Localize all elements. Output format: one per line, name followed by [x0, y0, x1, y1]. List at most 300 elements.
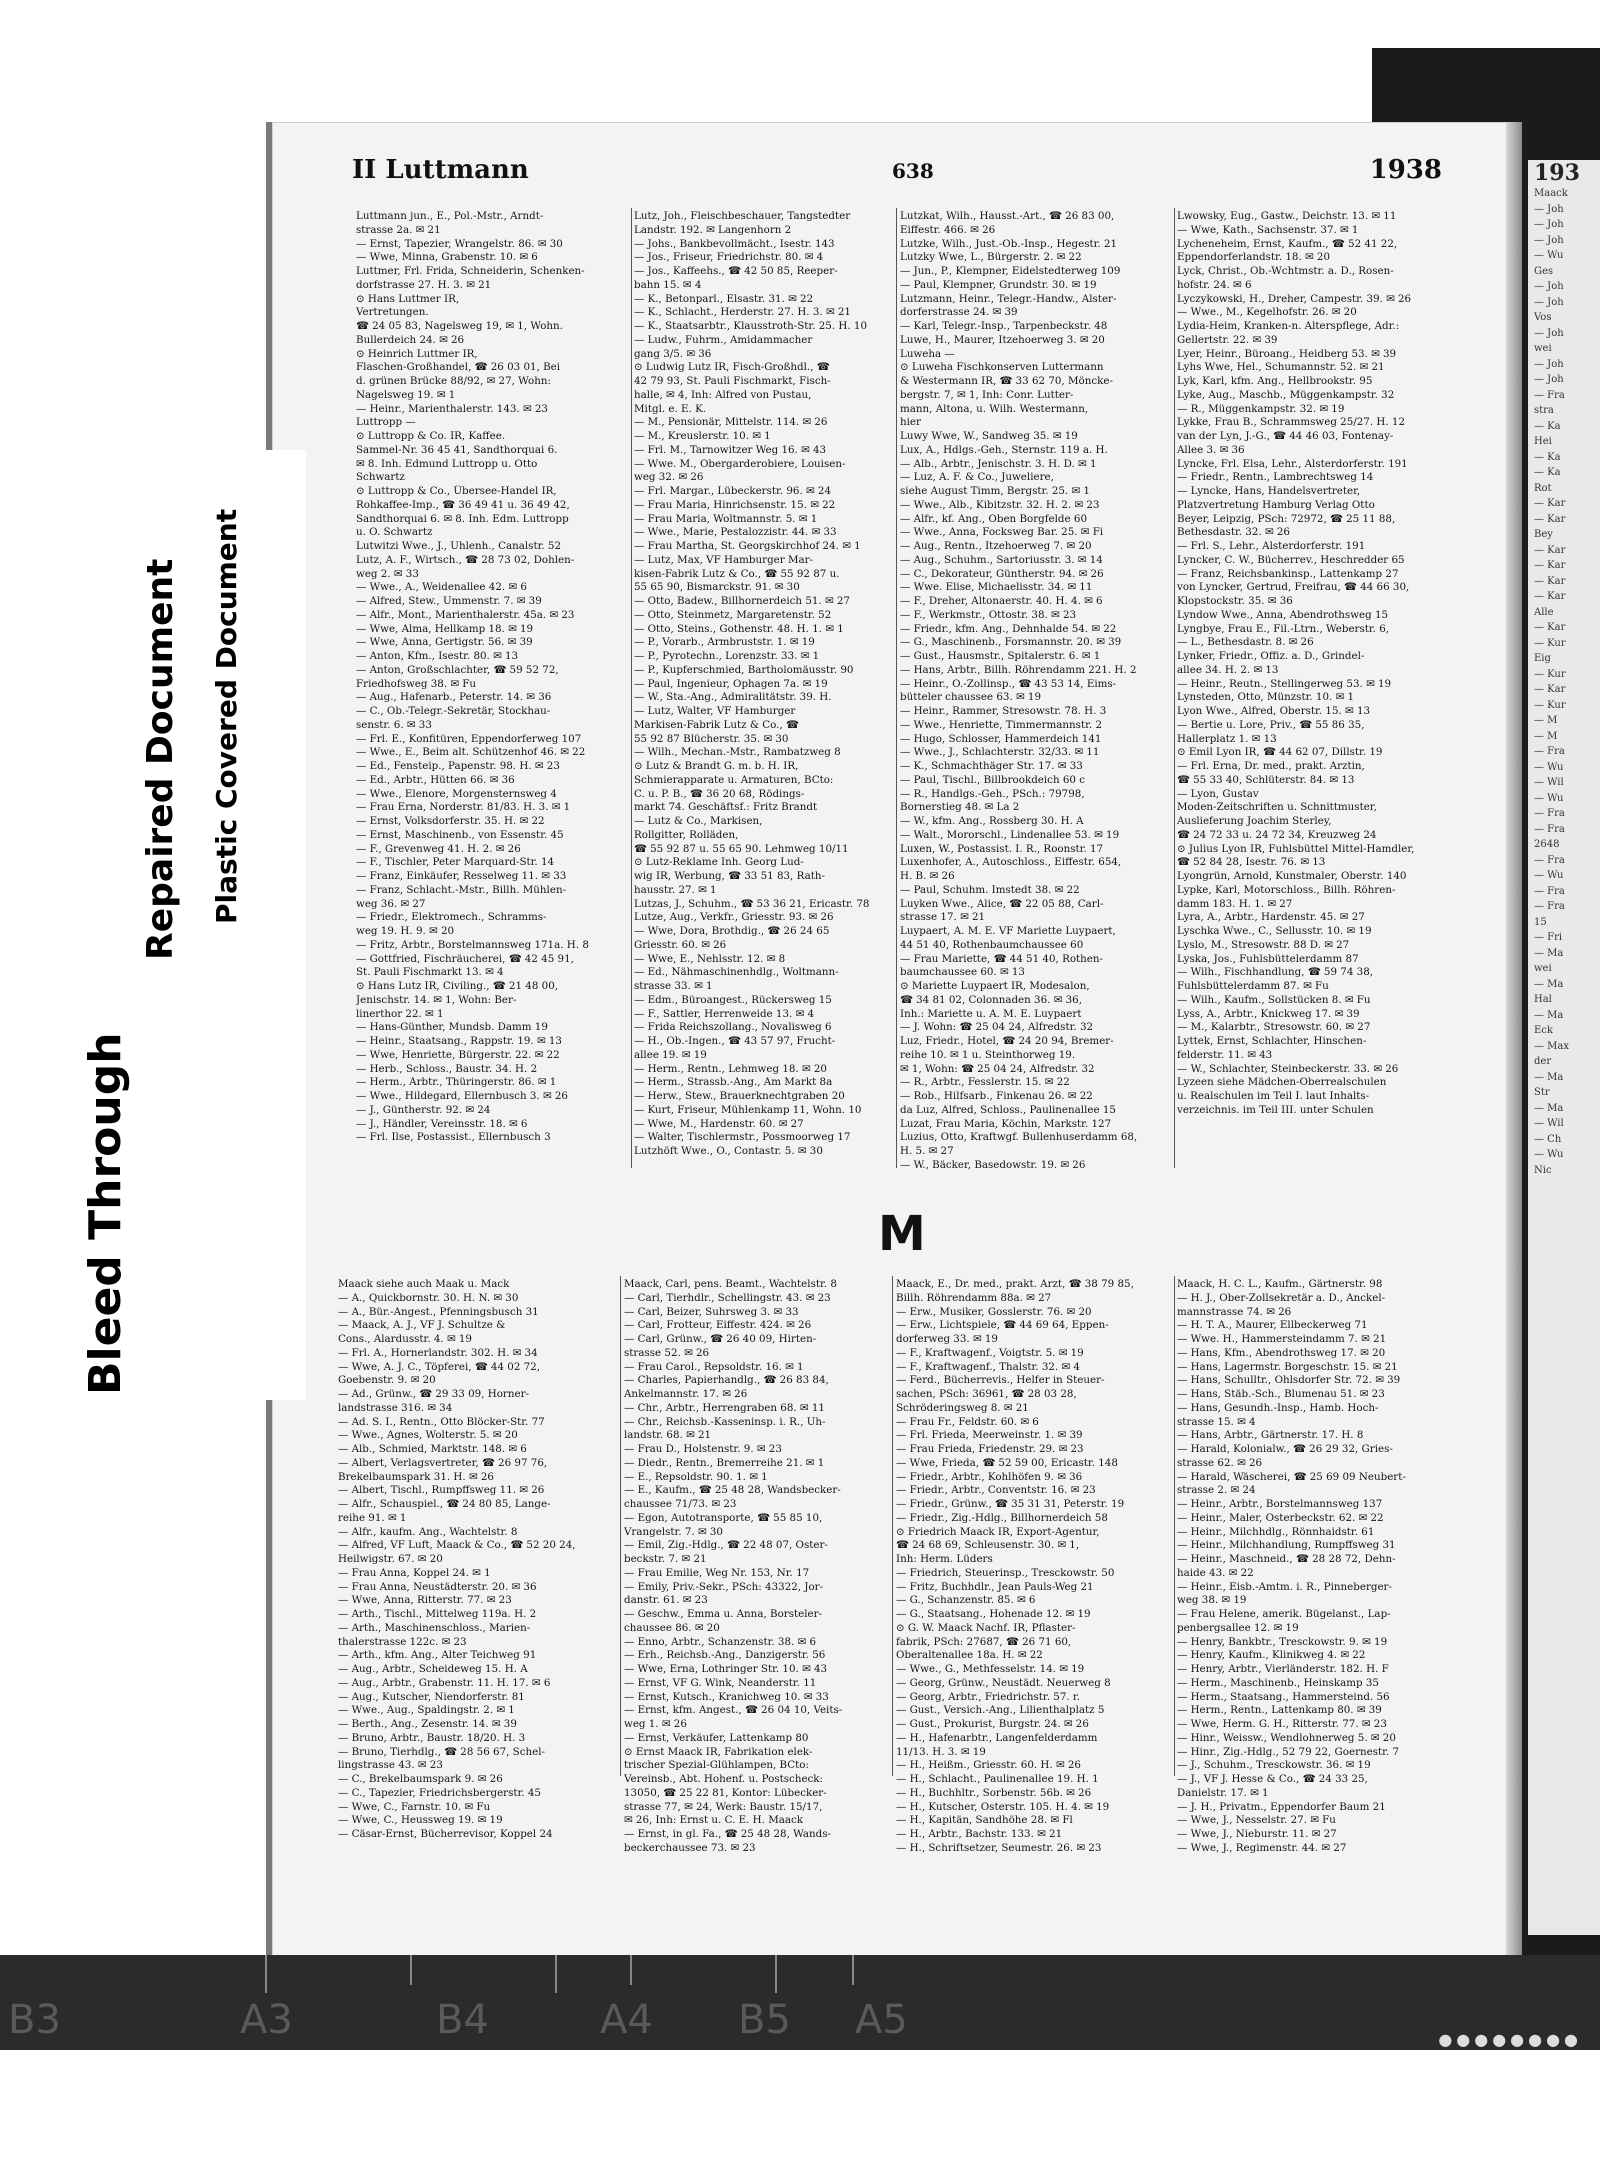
directory-entry-line: Luzius, Otto, Kraftwgf. Bullenhuserdamm 68,: [900, 1131, 1138, 1144]
directory-entry-line: reihe 91. ✉ 1: [338, 1511, 407, 1524]
directory-entry-line: Luwy Wwe, W., Sandweg 35. ✉ 19: [900, 430, 1078, 442]
directory-entry-line: — Frl. Margar., Lübeckerstr. 96. ✉ 24: [634, 485, 832, 497]
directory-entry-line: — Alb., Arbtr., Jenischstr. 3. H. D. ✉ 1: [900, 457, 1097, 470]
directory-entry-line: mann, Altona, u. Wilh. Westermann,: [900, 402, 1089, 415]
directory-entry-line: ☎ 52 84 28, Isestr. 76. ✉ 13: [1177, 856, 1326, 869]
directory-entry-line: ⊙ Julius Lyon IR, Fuhlsbüttel Mittel-Hamdler,: [1177, 842, 1415, 855]
directory-entry-line: 13050, ☎ 25 22 81, Kontor: Lübecker-: [624, 1786, 827, 1799]
directory-entry-line: — H., Hafenarbtr., Langenfelderdamm: [896, 1731, 1098, 1744]
directory-entry-line: — Franz, Reichsbankinsp., Lattenkamp 27: [1177, 567, 1399, 580]
directory-entry-line: Luttmann jun., E., Pol.-Mstr., Arndt-: [356, 210, 544, 222]
directory-entry-line: — Wwe., Henriette, Timmermannstr. 2: [900, 718, 1102, 731]
directory-entry-line: — Wilh., Kaufm., Sollstücken 8. ✉ Fu: [1177, 993, 1371, 1006]
neighbor-entry-line: — Ch: [1534, 1133, 1562, 1145]
directory-entry-line: — Friedrich, Steuerinsp., Tresckowstr. 50: [896, 1566, 1115, 1579]
directory-entry-line: — Friedr., kfm. Ang., Dehnhalde 54. ✉ 22: [900, 622, 1117, 635]
directory-entry-line: — Fritz, Buchhdlr., Jean Pauls-Weg 21: [896, 1580, 1094, 1593]
directory-entry-line: Hallerplatz 1. ✉ 13: [1177, 732, 1277, 745]
directory-entry-line: Jenischstr. 14. ✉ 1, Wohn: Ber-: [356, 993, 517, 1006]
directory-entry-line: van der Lyn, J.-G., ☎ 44 46 03, Fontenay-: [1177, 430, 1394, 442]
directory-entry-line: — K., Schlacht., Herderstr. 27. H. 3. ✉ 21: [634, 306, 851, 319]
directory-entry-line: — Chr., Arbtr., Herrengraben 68. ✉ 11: [624, 1401, 825, 1414]
directory-entry-line: — Frau Emilie, Weg Nr. 153, Nr. 17: [624, 1566, 810, 1579]
directory-entry-line: — Ernst, Kutsch., Kranichweg 10. ✉ 33: [624, 1690, 829, 1703]
directory-entry-line: — Frau Frieda, Friedenstr. 29. ✉ 23: [896, 1443, 1084, 1455]
directory-entry-line: — Frau Anna, Neustädterstr. 20. ✉ 36: [338, 1580, 537, 1593]
directory-entry-line: haide 43. ✉ 22: [1177, 1566, 1254, 1579]
neighbor-entry-line: — Fra: [1534, 854, 1565, 866]
directory-entry-line: — Ernst, kfm. Angest., ☎ 26 04 10, Veits-: [624, 1704, 843, 1717]
directory-entry-line: — G., Schanzenstr. 85. ✉ 6: [896, 1594, 1036, 1607]
directory-entry-line: — A., Quickbornstr. 30. H. N. ✉ 30: [338, 1291, 519, 1304]
directory-entry-line: — H., Kutscher, Osterstr. 105. H. 4. ✉ 19: [896, 1800, 1110, 1813]
directory-entry-line: ⊙ Hans Luttmer IR,: [356, 292, 460, 305]
neighbor-entry-line: — Joh: [1534, 358, 1564, 370]
directory-entry-line: — K., Staatsarbtr., Klausstroth-Str. 25. H. 10: [634, 320, 868, 332]
ruler-tick: [265, 1955, 267, 1993]
directory-entry-line: — H., Schriftsetzer, Seumestr. 26. ✉ 23: [896, 1841, 1102, 1854]
directory-entry-line: — Wwe, Kath., Sachsenstr. 37. ✉ 1: [1177, 223, 1359, 236]
column-divider: [896, 208, 897, 1168]
entries-column-7: [896, 1278, 1172, 1856]
column-divider: [631, 208, 632, 1168]
neighbor-entry-line: — Kar: [1534, 622, 1566, 633]
directory-entry-line: hier: [900, 416, 921, 429]
directory-entry-line: — Lutz & Co., Markisen,: [634, 815, 763, 827]
directory-entry-line: — Hans, Schulltr., Ohlsdorfer Str. 72. ✉ 39: [1177, 1374, 1401, 1387]
directory-entry-line: Lyer, Heinr., Büroang., Heidberg 53. ✉ 39: [1177, 347, 1397, 360]
directory-entry-line: — Georg, Arbtr., Friedrichstr. 57. r.: [896, 1690, 1080, 1703]
directory-entry-line: — Heinr., Milchhdlg., Rönnhaidstr. 61: [1177, 1525, 1375, 1538]
directory-entry-line: — Frl. A., Hornerlandstr. 302. H. ✉ 34: [338, 1346, 538, 1359]
directory-entry-line: Brekelbaumspark 31. H. ✉ 26: [338, 1470, 494, 1483]
directory-entry-line: — P., Pyrotechn., Lorenzstr. 33. ✉ 1: [634, 650, 820, 662]
directory-entry-line: — Wwe., Hildegard, Ellernbusch 3. ✉ 26: [356, 1090, 568, 1102]
directory-entry-line: — Heinr., Milchhandlung, Rumpffsweg 31: [1177, 1539, 1396, 1552]
directory-entry-line: — Wwe., Aug., Spaldingstr. 2. ✉ 1: [338, 1704, 515, 1717]
directory-entry-line: — Aug., Hafenarb., Peterstr. 14. ✉ 36: [356, 691, 552, 704]
directory-entry-line: Bullerdeich 24. ✉ 26: [356, 333, 465, 346]
directory-entry-line: — Wwe, A. J. C., Töpferei, ☎ 44 02 72,: [338, 1360, 541, 1373]
directory-entry-line: ⊙ Lutz-Reklame Inh. Georg Lud-: [634, 856, 804, 869]
directory-entry-line: — Gottfried, Fischräucherei, ☎ 42 45 91,: [356, 952, 574, 965]
directory-entry-line: — Jos., Kaffeehs., ☎ 42 50 85, Reeper-: [634, 265, 838, 277]
directory-entry-line: — Frl. S., Lehr., Alsterdorferstr. 191: [1177, 540, 1366, 552]
directory-entry-line: weg 32. ✉ 26: [634, 471, 704, 484]
neighbor-entry-line: — Fra: [1534, 389, 1565, 401]
directory-entry-line: — R., Arbtr., Fesslerstr. 15. ✉ 22: [900, 1076, 1070, 1089]
directory-entry-line: — Ernst, Verkäufer, Lattenkamp 80: [624, 1731, 809, 1744]
directory-entry-line: — W., kfm. Ang., Rossberg 30. H. A: [900, 815, 1084, 827]
directory-entry-line: ⊙ Emil Lyon IR, ☎ 44 62 07, Dillstr. 19: [1177, 746, 1383, 759]
directory-entry-line: — Arth., Maschinenschloss., Marien-: [338, 1621, 531, 1634]
directory-entry-line: — Wwe., M., Kegelhofstr. 26. ✉ 20: [1177, 306, 1357, 319]
directory-entry-line: Inh.: Mariette u. A. M. E. Luypaert: [900, 1007, 1082, 1020]
directory-entry-line: — Frau Carol., Repsoldstr. 16. ✉ 1: [624, 1360, 804, 1373]
directory-entry-line: Markisen-Fabrik Lutz & Co., ☎: [634, 718, 799, 731]
directory-entry-line: u. Realschulen im Teil I. laut Inhalts-: [1177, 1090, 1370, 1102]
neighbor-entry-line: — Ma: [1534, 1009, 1564, 1021]
directory-entry-line: 55 92 87 Blücherstr. 35. ✉ 30: [634, 732, 789, 745]
directory-entry-line: weg 1. ✉ 26: [624, 1718, 687, 1730]
directory-entry-line: Griesstr. 60. ✉ 26: [634, 938, 727, 951]
directory-entry-line: C. u. P. B., ☎ 36 20 68, Rödings-: [634, 787, 805, 800]
directory-entry-line: Lutwitzi Wwe., J., Uhlenh., Canalstr. 52: [356, 540, 562, 552]
directory-entry-line: — Hans, Lagermstr. Borgeschstr. 15. ✉ 21: [1177, 1360, 1398, 1373]
directory-entry-line: dorferweg 33. ✉ 19: [896, 1333, 998, 1345]
directory-entry-line: damm 183. H. 1. ✉ 27: [1177, 897, 1293, 910]
neighbor-entry-line: Bey: [1534, 529, 1553, 540]
directory-entry-line: — Wwe., E., Beim alt. Schützenhof 46. ✉ 22: [356, 746, 586, 759]
directory-entry-line: chaussee 86. ✉ 20: [624, 1621, 720, 1634]
directory-entry-line: — Johs., Bankbevollmächt., Isestr. 143: [634, 237, 835, 250]
directory-entry-line: Luxen, W., Postassist. I. R., Roonstr. 17: [900, 842, 1104, 855]
directory-entry-line: Schwartz: [356, 471, 405, 484]
neighbor-entry-line: — Ma: [1534, 947, 1564, 959]
directory-entry-line: — Frau Maria, Hinrichsenstr. 15. ✉ 22: [634, 498, 836, 511]
neighbor-entry-line: der: [1534, 1056, 1552, 1067]
directory-entry-line: — Paul, Tischl., Billbrookdeich 60 c: [900, 773, 1085, 786]
directory-entry-line: allee 34. H. 2. ✉ 13: [1177, 663, 1279, 676]
directory-entry-line: — Wwe, J., Nesselstr. 27. ✉ Fu: [1177, 1814, 1336, 1827]
directory-entry-line: felderstr. 11. ✉ 43: [1177, 1048, 1273, 1061]
directory-entry-line: Lycheneheim, Ernst, Kaufm., ☎ 52 41 22,: [1177, 237, 1398, 250]
directory-entry-line: Lyke, Aug., Maschb., Müggenkampstr. 32: [1177, 388, 1395, 401]
directory-entry-line: dorferstrasse 24. ✉ 39: [900, 306, 1018, 319]
directory-entry-line: — E., Kaufm., ☎ 25 48 28, Wandsbecker-: [624, 1484, 841, 1497]
directory-entry-line: landstrasse 316. ✉ 34: [338, 1401, 453, 1414]
directory-entry-line: senstr. 6. ✉ 33: [356, 718, 432, 731]
directory-entry-line: — F., Dreher, Altonaerstr. 40. H. 4. ✉ 6: [900, 595, 1103, 607]
directory-entry-line: — Wwe, J., Regimenstr. 44. ✉ 27: [1177, 1841, 1347, 1854]
directory-entry-line: — Hans, Stäb.-Sch., Blumenau 51. ✉ 23: [1177, 1388, 1385, 1400]
directory-entry-line: ⊙ Mariette Luypaert IR, Modesalon,: [900, 980, 1090, 992]
directory-entry-line: Lutzky Wwe, L., Bürgerstr. 2. ✉ 22: [900, 251, 1082, 264]
directory-entry-line: — Otto, Badew., Billhornerdeich 51. ✉ 27: [634, 595, 850, 607]
directory-entry-line: markt 74. Geschäftsf.: Fritz Brandt: [634, 801, 818, 814]
neighbor-entry-line: — Ma: [1534, 978, 1564, 990]
directory-entry-line: — Frl. M., Tarnowitzer Weg 16. ✉ 43: [634, 443, 827, 456]
directory-entry-line: — Friedr., Zig.-Hdlg., Billhornerdeich 58: [896, 1511, 1108, 1524]
entries-column-4: [1177, 210, 1445, 1118]
directory-entry-line: — Friedr., Arbtr., Kohlhöfen 9. ✉ 36: [896, 1470, 1083, 1483]
directory-entry-line: Lux, A., Hdlgs.-Geh., Sternstr. 119 a. H.: [900, 443, 1108, 456]
neighbor-entry-line: — Joh: [1534, 374, 1564, 385]
directory-entry-line: — Carl, Frotteur, Eiffestr. 424. ✉ 26: [624, 1319, 812, 1332]
page-edge-shadow: [1506, 122, 1522, 1964]
directory-entry-line: — J. Wohn: ☎ 25 04 24, Alfredstr. 32: [900, 1021, 1094, 1034]
directory-entry-line: — W., Sta.-Ang., Admiralitätstr. 39. H.: [634, 691, 832, 704]
neighbor-entry-line: — M: [1534, 730, 1558, 742]
directory-entry-line: — Diedr., Rentn., Bremerreihe 21. ✉ 1: [624, 1456, 825, 1469]
neighbor-entry-line: — Joh: [1534, 203, 1564, 215]
directory-entry-line: — Paul, Ingenieur, Ophagen 7a. ✉ 19: [634, 677, 828, 690]
directory-entry-line: — Wwe., J., Schlachterstr. 32/33. ✉ 11: [900, 746, 1100, 759]
directory-entry-line: — Frau Helene, amerik. Bügelanst., Lap-: [1177, 1608, 1391, 1620]
directory-entry-line: — Aug., Schuhm., Sartoriusstr. 3. ✉ 14: [900, 553, 1103, 566]
directory-entry-line: Lyczykowski, H., Dreher, Campestr. 39. ✉ 26: [1177, 292, 1412, 305]
directory-entry-line: ☎ 55 92 87 u. 55 65 90. Lehmweg 10/11: [634, 842, 849, 855]
directory-entry-line: chaussee 71/73. ✉ 23: [624, 1498, 737, 1510]
directory-entry-line: Vereinsb., Abt. Hohenf. u. Postscheck:: [624, 1773, 824, 1785]
directory-entry-line: — Wwe, Anna, Ritterstr. 77. ✉ 23: [338, 1594, 512, 1607]
directory-entry-line: — Gust., Prokurist, Burgstr. 24. ✉ 26: [896, 1718, 1089, 1730]
directory-entry-line: — Friedr., Rentn., Lambrechtsweg 14: [1177, 471, 1374, 484]
directory-entry-line: — Alb., Schmied, Marktstr. 148. ✉ 6: [338, 1443, 527, 1455]
directory-entry-line: — Erw., Musiker, Gosslerstr. 76. ✉ 20: [896, 1305, 1092, 1318]
directory-entry-line: Oberaltenallee 18a. H. ✉ 22: [896, 1649, 1043, 1662]
directory-entry-line: — Arth., kfm. Ang., Alter Teichweg 91: [338, 1649, 537, 1662]
directory-entry-line: strasse 2. ✉ 24: [1177, 1484, 1256, 1497]
neighbor-entry-line: — Wil: [1534, 777, 1564, 788]
directory-entry-line: — Hinr., Weissw., Wendlohnerweg 5. ✉ 20: [1177, 1731, 1396, 1744]
directory-entry-line: beckstr. 7. ✉ 21: [624, 1553, 707, 1565]
directory-entry-line: Lydia-Heim, Kranken-n. Alterspflege, Adr.:: [1177, 320, 1400, 332]
directory-entry-line: — Alfred, VF Luft, Maack & Co., ☎ 52 20 24,: [338, 1539, 576, 1552]
top-margin: [0, 0, 1600, 48]
directory-entry-line: — H. J., Ober-Zollsekretär a. D., Anckel-: [1177, 1291, 1386, 1304]
directory-entry-line: — W., Bäcker, Basedowstr. 19. ✉ 26: [900, 1158, 1086, 1171]
directory-entry-line: — Egon, Autotransporte, ☎ 55 85 10,: [624, 1511, 823, 1524]
directory-entry-line: — Heinr., Arbtr., Borstelmannsweg 137: [1177, 1498, 1383, 1510]
directory-entry-line: — Alfr., Mont., Marienthalerstr. 45a. ✉ 23: [356, 608, 575, 621]
directory-entry-line: landstr. 68. ✉ 21: [624, 1429, 712, 1442]
neighbor-entry-line: — Wu: [1534, 1149, 1564, 1160]
directory-entry-line: ⊙ Friedrich Maack IR, Export-Agentur,: [896, 1525, 1100, 1538]
neighbor-entry-line: 2648: [1534, 839, 1560, 850]
directory-entry-line: weg 38. ✉ 19: [1177, 1594, 1247, 1607]
directory-entry-line: — J. H., Privatm., Eppendorfer Baum 21: [1177, 1800, 1386, 1813]
directory-entry-line: Flaschen-Großhandel, ☎ 26 03 01, Bei: [356, 361, 561, 374]
directory-entry-line: — Wilh., Mechan.-Mstr., Rambatzweg 8: [634, 746, 841, 759]
directory-entry-line: — Wwe. H., Hammersteindamm 7. ✉ 21: [1177, 1333, 1387, 1345]
directory-entry-line: — Ed., Fensteip., Papenstr. 98. H. ✉ 23: [356, 760, 560, 772]
ruler-tick: [555, 1955, 557, 1993]
directory-entry-line: Maack, Carl, pens. Beamt., Wachtelstr. 8: [624, 1278, 837, 1290]
directory-entry-line: — Jun., P., Klempner, Eidelstedterweg 109: [900, 265, 1121, 277]
column-divider: [892, 1276, 893, 1776]
directory-entry-line: Schröderingsweg 8. ✉ 21: [896, 1401, 1029, 1414]
directory-entry-line: — Herm., Arbtr., Thüringerstr. 86. ✉ 1: [356, 1076, 557, 1089]
directory-entry-line: — Herb., Schloss., Baustr. 34. H. 2: [356, 1062, 538, 1075]
directory-entry-line: — K., Schmachthäger Str. 17. ✉ 33: [900, 760, 1083, 772]
directory-entry-line: Lyschka Wwe., C., Sellusstr. 10. ✉ 19: [1177, 925, 1372, 937]
directory-entry-line: Rollgitter, Rolläden,: [634, 828, 739, 841]
directory-entry-line: Lykke, Frau B., Schrammsweg 25/27. H. 12: [1177, 416, 1406, 429]
directory-entry-line: & Westermann IR, ☎ 33 62 70, Mönckе-: [900, 375, 1113, 387]
directory-entry-line: — H., Buchhltr., Sorbenstr. 56b. ✉ 26: [896, 1786, 1092, 1799]
directory-entry-line: Eiffestr. 466. ✉ 26: [900, 223, 996, 236]
directory-entry-line: ⊙ Hans Lutz IR, Civiling., ☎ 21 48 00,: [356, 980, 559, 992]
directory-entry-line: — Aug., Arbtr., Grabenstr. 11. H. 17. ✉ 6: [338, 1676, 551, 1689]
directory-entry-line: — W., Schlachter, Steinbeckerstr. 33. ✉ 26: [1177, 1062, 1399, 1075]
neighbor-entry-line: wei: [1534, 963, 1552, 974]
neighbor-entry-line: — Wu: [1534, 761, 1564, 773]
directory-entry-line: — Wwe., Agnes, Wolterstr. 5. ✉ 20: [338, 1429, 518, 1442]
directory-entry-line: ☎ 34 81 02, Colonnaden 36. ✉ 36,: [900, 993, 1082, 1006]
directory-entry-line: Luwe, H., Maurer, Itzehoerweg 3. ✉ 20: [900, 333, 1105, 346]
directory-entry-line: Lyzeen siehe Mädchen-Oberrealschulen: [1177, 1076, 1387, 1089]
directory-entry-line: Vrangelstr. 7. ✉ 30: [624, 1525, 723, 1538]
directory-entry-line: — K., Betonparl., Elsastr. 31. ✉ 22: [634, 292, 814, 305]
neighbor-entry-line: Hal: [1534, 994, 1552, 1005]
directory-entry-line: — Ad., Grünw., ☎ 29 33 09, Horner-: [338, 1388, 529, 1400]
directory-entry-line: ✉ 1, Wohn: ☎ 25 04 24, Alfredstr. 32: [900, 1062, 1095, 1075]
directory-entry-line: — Aug., Kutscher, Niendorferstr. 81: [338, 1690, 525, 1703]
directory-entry-line: — F., Sattler, Herrenweide 13. ✉ 4: [634, 1007, 815, 1020]
directory-entry-line: — Heinr., Reutn., Stellingerweg 53. ✉ 19: [1177, 677, 1392, 690]
directory-entry-line: Lyra, A., Arbtr., Hardenstr. 45. ✉ 27: [1177, 911, 1365, 924]
directory-entry-line: — G., Staatsang., Hohenade 12. ✉ 19: [896, 1608, 1091, 1620]
directory-entry-line: — Bertie u. Lore, Priv., ☎ 55 86 35,: [1177, 718, 1365, 731]
directory-entry-line: — Wwe. M., Obergarderobiere, Louisen-: [634, 457, 846, 470]
directory-entry-line: — Franz, Einkäufer, Resselweg 11. ✉ 33: [356, 870, 567, 882]
directory-entry-line: hausstr. 27. ✉ 1: [634, 883, 717, 896]
directory-entry-line: 42 79 93, St. Pauli Fischmarkt, Fisch-: [634, 375, 831, 387]
directory-entry-line: — Wwe., Alb., Kibitzstr. 32. H. 2. ✉ 23: [900, 498, 1100, 511]
directory-entry-line: Heilwigstr. 67. ✉ 20: [338, 1553, 443, 1565]
neighbor-entry-line: Str: [1534, 1087, 1550, 1098]
directory-entry-line: ⊙ Lutz & Brandt G. m. b. H. IR,: [634, 760, 799, 772]
directory-entry-line: Luxenhofer, A., Autoschloss., Eiffestr. 654,: [900, 856, 1122, 869]
directory-entry-line: — Wwe, Anna, Gertigstr. 56. ✉ 39: [356, 636, 533, 649]
directory-entry-line: beckerchaussee 73. ✉ 23: [624, 1841, 756, 1854]
directory-entry-line: ⊙ G. W. Maack Nachf. IR, Pflaster-: [896, 1621, 1076, 1634]
directory-entry-line: ✉ 8. Inh. Edmund Luttropp u. Otto: [356, 457, 538, 470]
directory-entry-line: Lutze, Aug., Verkfr., Griesstr. 93. ✉ 26: [634, 911, 834, 924]
directory-entry-line: Allee 3. ✉ 36: [1177, 443, 1245, 456]
neighbor-entry-line: Eig: [1534, 653, 1551, 664]
directory-entry-line: — Frau Anna, Koppel 24. ✉ 1: [338, 1566, 491, 1579]
directory-entry-line: — Heinr., Maler, Osterbeckstr. 62. ✉ 22: [1177, 1511, 1384, 1524]
directory-entry-line: bergstr. 7, ✉ 1, Inh: Conr. Lutter-: [900, 388, 1074, 401]
directory-entry-line: — Frau Erna, Norderstr. 81/83. H. 3. ✉ 1: [356, 801, 571, 814]
directory-entry-line: Mitgl. e. E. K.: [634, 402, 707, 415]
directory-entry-line: — Frl. E., Konfitüren, Eppendorferweg 107: [356, 732, 582, 745]
directory-entry-line: — Lutz, Walter, VF Hamburger: [634, 705, 796, 717]
directory-entry-line: strasse 17. ✉ 21: [900, 911, 986, 924]
neighbor-entry-line: — Kar: [1534, 684, 1566, 695]
directory-entry-line: — Wwe, M., Hardenstr. 60. ✉ 27: [634, 1117, 804, 1130]
directory-entry-line: — Hans, Gesundh.-Insp., Hamb. Hoch-: [1177, 1401, 1379, 1414]
directory-entry-line: — Hans, Kfm., Abendrothsweg 17. ✉ 20: [1177, 1346, 1386, 1359]
directory-entry-line: Lutzas, J., Schuhm., ☎ 53 36 21, Ericastr. 78: [634, 897, 870, 910]
directory-entry-line: Lyon Wwe., Alfred, Oberstr. 15. ✉ 13: [1177, 705, 1371, 717]
directory-entry-line: bahn 15. ✉ 4: [634, 278, 702, 291]
neighbor-entry-line: Ges: [1534, 265, 1554, 277]
directory-entry-line: lingstrasse 43. ✉ 23: [338, 1759, 443, 1772]
directory-entry-line: — Henry, Arbtr., Vierländerstr. 182. H. F: [1177, 1663, 1389, 1675]
directory-entry-line: — Kurt, Friseur, Mühlenkamp 11, Wohn. 10: [634, 1103, 862, 1116]
neighbor-entry-line: — Ka: [1534, 420, 1561, 432]
directory-entry-line: — Frida Reichszollang., Novalisweg 6: [634, 1021, 832, 1034]
directory-entry-line: Moden-Zeitschriften u. Schnittmuster,: [1177, 801, 1377, 814]
directory-entry-line: — Bruno, Tierhdlg., ☎ 28 56 67, Schel-: [338, 1745, 545, 1758]
directory-entry-line: Lutzke, Wilh., Just.-Ob.-Insp., Hegestr. 21: [900, 237, 1118, 250]
directory-entry-line: — M., Pensionär, Mittelstr. 114. ✉ 26: [634, 416, 828, 429]
neighbor-entry-line: — Fra: [1534, 746, 1565, 757]
directory-entry-line: — Wwe, C., Heussweg 19. ✉ 19: [338, 1814, 503, 1827]
directory-entry-line: Bornerstieg 48. ✉ La 2: [900, 801, 1020, 814]
ruler-tick: [775, 1955, 777, 1993]
directory-entry-line: siehe August Timm, Bergstr. 25. ✉ 1: [900, 485, 1090, 497]
directory-entry-line: — R., Müggenkampstr. 32. ✉ 19: [1177, 402, 1345, 415]
column-divider: [1174, 208, 1175, 1168]
directory-entry-line: Auslieferung Joachim Sterley,: [1177, 815, 1332, 827]
directory-entry-line: — Henry, Bankbtr., Tresckowstr. 9. ✉ 19: [1177, 1635, 1388, 1648]
directory-entry-line: baumchaussee 60. ✉ 13: [900, 966, 1025, 979]
directory-entry-line: — Wwe., Anna, Focksweg Bar. 25. ✉ Fi: [900, 526, 1104, 539]
directory-entry-line: Schmierapparate u. Armaturen, BCto:: [634, 773, 834, 786]
entries-column-6: [624, 1278, 890, 1856]
directory-entry-line: Landstr. 192. ✉ Langenhorn 2: [634, 223, 792, 236]
directory-entry-line: sachen, PSch: 36961, ☎ 28 03 28,: [896, 1388, 1077, 1400]
directory-entry-line: Lutz, Joh., Fleischbeschauer, Tangstedter: [634, 210, 851, 222]
directory-entry-line: — Charles, Papierhandlg., ☎ 26 83 84,: [624, 1374, 829, 1387]
directory-entry-line: — Hans, Arbtr., Billh. Röhrendamm 221. H. 2: [900, 663, 1137, 676]
directory-entry-line: allee 19. ✉ 19: [634, 1048, 707, 1061]
directory-entry-line: — E., Repsoldstr. 90. 1. ✉ 1: [624, 1470, 768, 1483]
directory-entry-line: — Cäsar-Ernst, Bücherrevisor, Koppel 24: [338, 1828, 553, 1840]
neighbor-page-number: 193: [1534, 160, 1580, 186]
neighbor-entry-line: stra: [1534, 405, 1554, 416]
directory-entry-line: Luyken Wwe., Alice, ☎ 22 05 88, Carl-: [900, 897, 1104, 910]
neighbor-entry-line: — M: [1534, 715, 1558, 726]
directory-entry-line: — Otto, Steins., Gothenstr. 48. H. 1. ✉ 1: [634, 622, 844, 635]
directory-entry-line: Inh: Herm. Lüders: [896, 1553, 993, 1565]
directory-entry-line: — Frl. Erna, Dr. med., prakt. Arztin,: [1177, 760, 1365, 772]
directory-entry-line: — Ernst, Maschinenb., von Essenstr. 45: [356, 828, 564, 841]
directory-entry-line: — Frau Martha, St. Georgskirchhof 24. ✉ 1: [634, 540, 861, 552]
directory-entry-line: Lynsteden, Otto, Münzstr. 10. ✉ 1: [1177, 691, 1355, 704]
directory-entry-line: danstr. 61. ✉ 23: [624, 1594, 708, 1607]
directory-entry-line: 55 65 90, Bismarckstr. 91. ✉ 30: [634, 581, 800, 594]
directory-entry-line: — Aug., Rentn., Itzehoerweg 7. ✉ 20: [900, 540, 1092, 552]
directory-entry-line: — Alfred, Stew., Ummenstr. 7. ✉ 39: [356, 595, 542, 607]
directory-entry-line: — Lyon, Gustav: [1177, 787, 1259, 800]
directory-entry-line: bütteler chaussee 63. ✉ 19: [900, 691, 1042, 704]
neighbor-entry-line: — Ka: [1534, 451, 1561, 463]
ruler-label-a5: A5: [855, 1997, 908, 2043]
directory-entry-line: — Wwe, Dora, Brothdig., ☎ 26 24 65: [634, 925, 830, 937]
directory-entry-line: — Harald, Wäscherei, ☎ 25 69 09 Neubert-: [1177, 1470, 1406, 1483]
directory-entry-line: — P., Kupferschmied, Bartholomäusstr. 90: [634, 663, 854, 676]
directory-entry-line: — Wwe, Frieda, ☎ 52 59 00, Ericastr. 148: [896, 1456, 1118, 1469]
column-divider: [620, 1276, 621, 1776]
directory-entry-line: Rohkaffee-Imp., ☎ 36 49 41 u. 36 49 42,: [356, 498, 570, 511]
directory-entry-line: — Wwe., A., Weidenallee 42. ✉ 6: [356, 581, 527, 594]
ruler-label-b4: B4: [436, 1997, 489, 2043]
directory-entry-line: — Hans-Günther, Mundsb. Damm 19: [356, 1021, 548, 1034]
directory-entry-line: — Anton, Großschlachter, ☎ 59 52 72,: [356, 663, 559, 676]
directory-entry-line: — Frau Fr., Feldstr. 60. ✉ 6: [896, 1415, 1039, 1428]
scanner-ruler: [0, 1955, 1600, 2050]
directory-entry-line: Luttropp —: [356, 416, 416, 429]
directory-entry-line: — Heinr., Staatsang., Rappstr. 19. ✉ 13: [356, 1035, 562, 1047]
directory-entry-line: reihe 10. ✉ 1 u. Steinthorweg 19.: [900, 1048, 1076, 1061]
ruler-label-a4: A4: [600, 1997, 653, 2043]
directory-entry-line: — Bruno, Arbtr., Baustr. 18/20. H. 3: [338, 1731, 526, 1744]
directory-entry-line: — Alfr., Schauspiel., ☎ 24 80 85, Lange-: [338, 1498, 551, 1510]
directory-entry-line: — Fritz, Arbtr., Borstelmannsweg 171a. H. 8: [356, 938, 589, 951]
directory-entry-line: — H., Ob.-Ingen., ☎ 43 57 97, Frucht-: [634, 1035, 836, 1047]
neighbor-entry-line: — Fra: [1534, 885, 1565, 897]
directory-entry-line: — Wwe, J., Nieburstr. 11. ✉ 27: [1177, 1828, 1337, 1840]
directory-entry-line: — H., Schlacht., Paulinenallee 19. H. 1: [896, 1773, 1099, 1785]
directory-entry-line: — Heinr., Maschneid., ☎ 28 28 72, Dehn-: [1177, 1553, 1396, 1565]
directory-entry-line: — Ernst, VF G. Wink, Neanderstr. 11: [624, 1676, 817, 1689]
directory-entry-line: — Friedr., Arbtr., Conventstr. 16. ✉ 23: [896, 1484, 1096, 1497]
